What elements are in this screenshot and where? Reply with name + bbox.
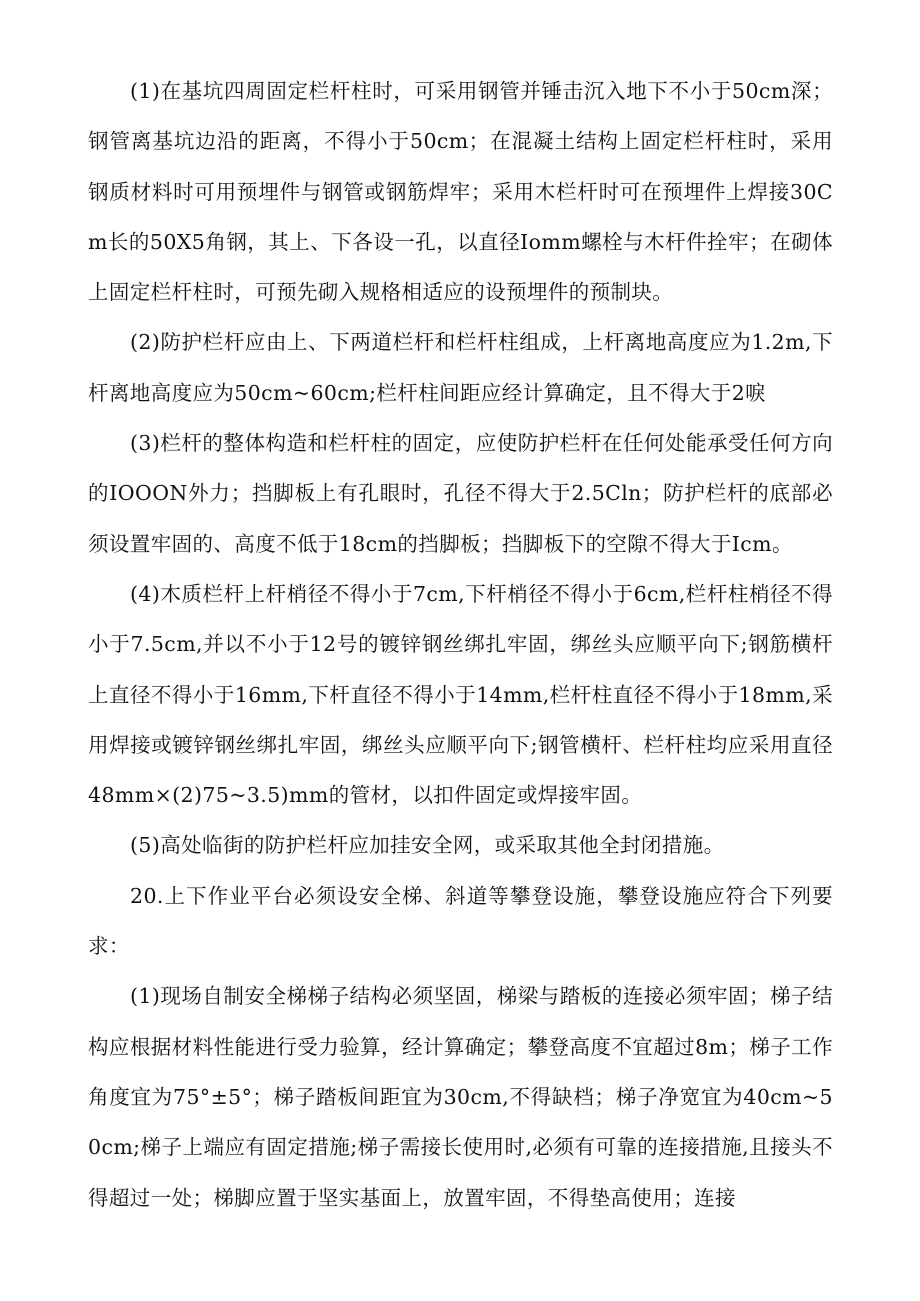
paragraph-1: (1)在基坑四周固定栏杆柱时，可采用钢管并锤击沉入地下不小于50cm深；钢管离基坑边沿的距离，不得小于50cm；在混凝土结构上固定栏杆柱时，采用钢质材料时可用预埋件与钢管或钢筋焊牢；采用木栏杆时可在预埋件上焊接30Cm长的50X5角钢，其上、下各设一孔，以直径Iomm螺栓与木杆件拴牢；在砌体上固定栏杆柱时，可预先砌入规格相适应的设预埋件的预制块。 bbox=[88, 79, 833, 305]
paragraph-6: 20.上下作业平台必须设安全梯、斜道等攀登设施，攀登设施应符合下列要求： bbox=[88, 883, 833, 959]
paragraph-4: (4)木质栏杆上杆梢径不得小于7cm,下杆梢径不得小于6cm,栏杆柱梢径不得小于7.5cm,并以不小于12号的镀锌钢丝绑扎牢固，绑丝头应顺平向下;钢筋横杆上直径不得小于16mm,下杆直径不得小于14mm,栏杆柱直径不得小于18mm,采用焊接或镀锌钢丝绑扎牢固，绑丝头应顺平向下;钢管横杆、栏杆柱均应采用直径48mm×(2)75~3.5)mm的管材，以扣件固定或焊接牢固。 bbox=[88, 581, 833, 808]
paragraph-7: (1)现场自制安全梯梯子结构必须坚固，梯梁与踏板的连接必须牢固；梯子结构应根据材料性能进行受力验算，经计算确定；攀登高度不宜超过8m；梯子工作角度宜为75°±5°；梯子踏板间距宜为30cm,不得缺档；梯子净宽宜为40cm~50cm;梯子上端应有固定措施;梯子需接长使用时,必须有可靠的连接措施,且接头不得超过一处；梯脚应置于坚实基面上，放置牢固，不得垫高使用；连接 bbox=[88, 984, 833, 1210]
paragraph-2: (2)防护栏杆应由上、下两道栏杆和栏杆柱组成，上杆离地高度应为1.2m,下杆离地高度应为50cm~60cm;栏杆柱间距应经计算确定，且不得大于2唳 bbox=[88, 330, 833, 405]
paragraph-5: (5)高处临街的防护栏杆应加挂安全网，或采取其他全封闭措施。 bbox=[130, 833, 725, 858]
body-text bbox=[88, 66, 833, 1223]
paragraph-3: (3)栏杆的整体构造和栏杆柱的固定，应使防护栏杆在任何处能承受任何方向的IOOON外力；挡脚板上有孔眼时，孔径不得大于2.5Cln；防护栏杆的底部必须设置牢固的、高度不低于18cm的挡脚板；挡脚板下的空隙不得大于Icm。 bbox=[88, 431, 833, 556]
